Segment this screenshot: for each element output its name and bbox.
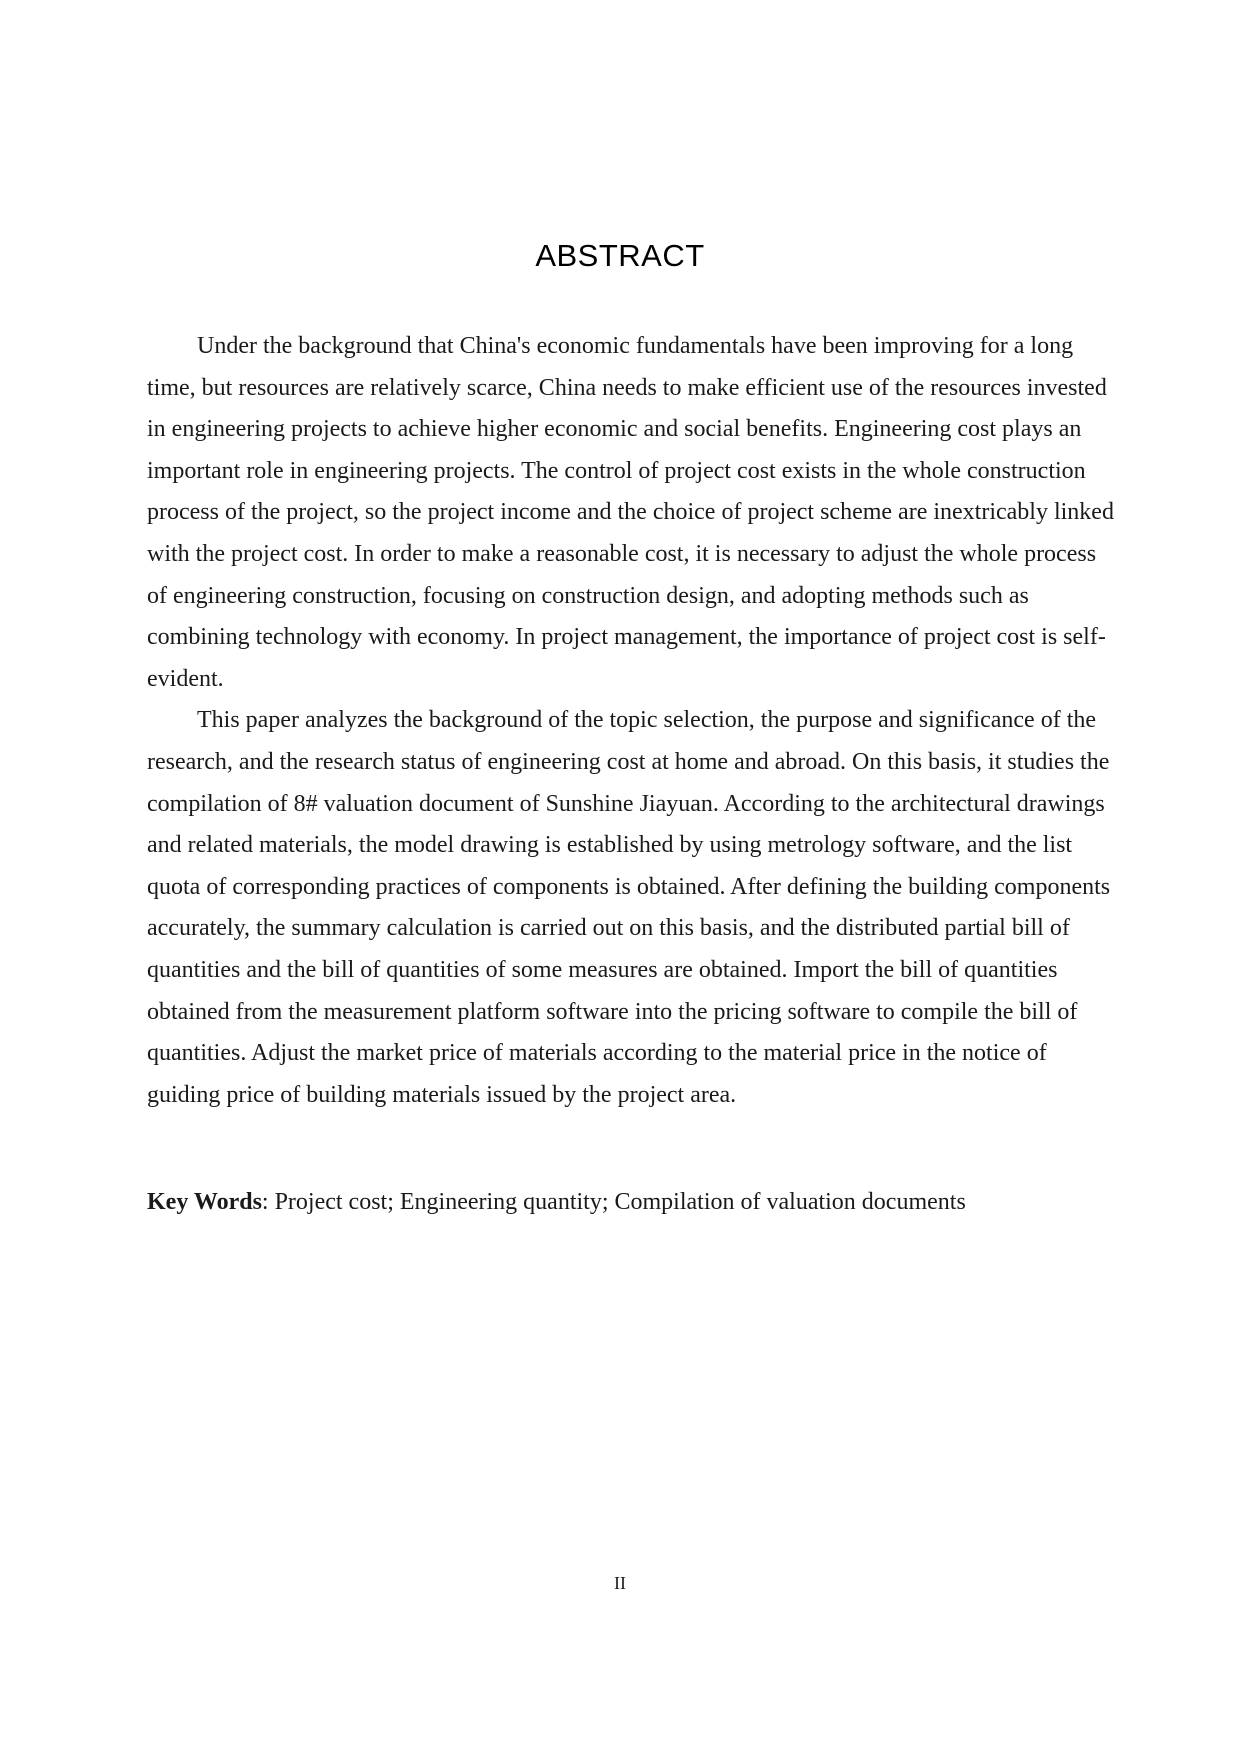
keywords-separator: : (261, 1189, 275, 1215)
keywords-text: Project cost; Engineering quantity; Compilation of valuation documents (274, 1189, 966, 1215)
abstract-paragraph-1: Under the background that China's economic fundamentals have been improving for a long time, but resources are relatively scarce, China needs to make efficient use of the resources invested in engineering projects to achieve higher economic and social benefits. Engineering cost plays an important role in engineering projects. The control of project cost exists in the whole construction process of the project, so the project income and the choice of project scheme are inextricably linked with the project cost. In order to make a reasonable cost, it is necessary to adjust the whole process of engineering construction, focusing on construction design, and adopting methods such as combining technology with economy. In project management, the importance of project cost is self-evident. (147, 333, 1114, 692)
abstract-title: ABSTRACT (535, 238, 705, 273)
page-number: II (614, 1573, 626, 1593)
keywords-line (147, 1185, 1119, 1219)
keywords-label: Key Words (147, 1189, 262, 1215)
abstract-body (147, 326, 1119, 1116)
abstract-paragraph-2: This paper analyzes the background of the topic selection, the purpose and significance of the research, and the research status of engineering cost at home and abroad. On this basis, it studies the compilation of 8# valuation document of Sunshine Jiayuan. According to the architectural drawings and related materials, the model drawing is established by using metrology software, and the list quota of corresponding practices of components is obtained. After defining the building components accurately, the summary calculation is carried out on this basis, and the distributed partial bill of quantities and the bill of quantities of some measures are obtained. Import the bill of quantities obtained from the measurement platform software into the pricing software to compile the bill of quantities. Adjust the market price of materials according to the material price in the notice of guiding price of building materials issued by the project area. (147, 707, 1111, 1108)
